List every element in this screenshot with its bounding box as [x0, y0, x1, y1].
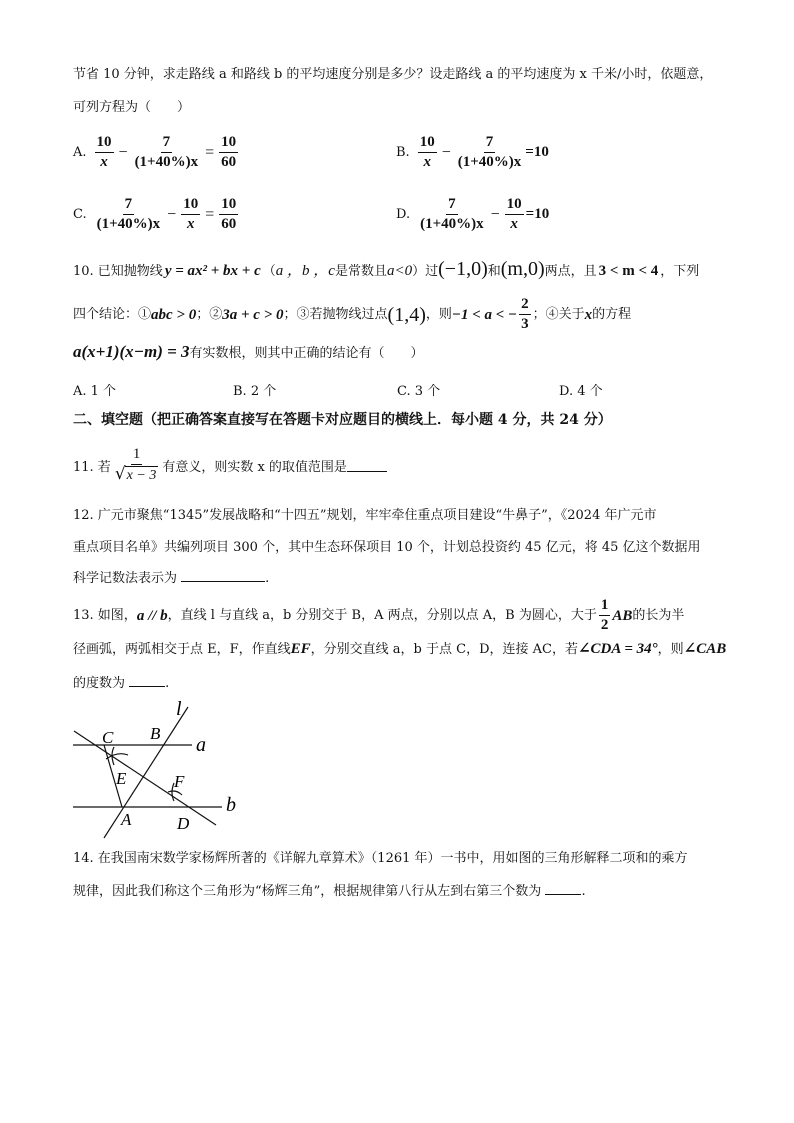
q9-option-c[interactable] [73, 196, 240, 233]
answer-blank[interactable] [181, 568, 265, 582]
label-b: b [226, 794, 236, 816]
rhs: =10 [525, 206, 550, 222]
section-heading: 二、填空题（把正确答案直接写在答题卡对应题目的横线上．每小题 4 分，共 24 分） [73, 412, 612, 428]
fraction: $\frac{10}{60}$ [221, 134, 237, 170]
q12-line3: 科学记数法表示为 . [73, 568, 269, 588]
fraction: $\frac{7}{(1+40\%)x}$ [134, 134, 199, 170]
q10-line3: a(x+1)(x−m) = 3有实数根，则其中正确的结论有（ ） [73, 342, 424, 361]
q9-option-d[interactable] [396, 196, 549, 233]
operator: − [118, 143, 128, 161]
fraction: $\frac{1}{√x - 3}$ [114, 446, 157, 484]
q10-line2: 四个结论：① abc > 0 ；② 3a + c > 0 ；③若抛物线过点 (1,4) ，则 −1 < a < − $\frac{2}{3}$ ；④关于 x 的方程 [73, 296, 632, 332]
operator: = [205, 205, 215, 223]
rhs: =10 [525, 144, 549, 160]
arc-e2 [112, 747, 114, 765]
q14-line1: 14. 在我国南宋数学家杨辉所著的《详解九章算术》（1261 年）一书中，用如图的三角形解释二项和的乘方 [73, 851, 688, 866]
label-c: C [102, 728, 114, 747]
label-e: E [116, 769, 127, 788]
label-a: a [196, 734, 206, 756]
label-d: D [177, 814, 190, 833]
q12-line2: 重点项目名单》共编列项目 300 个，其中生态环保项目 10 个，计划总投资约 45 亿元，将 45 亿这个数据用 [73, 540, 701, 555]
fraction: $\frac{10}{x}$ [183, 196, 199, 232]
q14-line2: 规律，因此我们称这个三角形为“杨辉三角”，根据规律第八行从左到右第三个数为 . [73, 881, 586, 901]
fraction: $\frac{1}{2}$ [600, 597, 609, 633]
answer-blank[interactable] [129, 673, 165, 687]
q12-line1: 12. 广元市聚焦“1345”发展战略和“十四五”规划，牢牢牵住重点项目建设“牛鼻子”，《2024 年广元市 [73, 508, 657, 523]
q10-option-b[interactable]: B. 2 个 [233, 384, 277, 399]
option-label: C. [73, 207, 87, 222]
q9-option-a[interactable] [73, 134, 240, 171]
fraction: $\frac{7}{(1+40\%)x}$ [420, 196, 484, 232]
fraction: $\frac{2}{3}$ [521, 296, 529, 332]
label-l: l [176, 698, 182, 720]
option-label: D. [396, 207, 411, 222]
option-label: B. [396, 145, 410, 160]
answer-blank[interactable] [347, 458, 387, 472]
fraction: $\frac{7}{(1+40\%)x}$ [457, 134, 522, 170]
label-bpt: B [150, 724, 161, 743]
q10-option-c[interactable]: C. 3 个 [397, 384, 441, 399]
q13-line3: 的度数为 . [73, 673, 169, 693]
operator: − [167, 205, 177, 223]
label-apt: A [121, 810, 132, 829]
q13-line2: 径画弧，两弧相交于点 E，F，作直线EF，分别交直线 a，b 于点 C，D，连接 AC，若∠CDA = 34°，则∠CAB [73, 641, 727, 657]
q9-stem-line1: 节省 10 分钟，求走路线 a 和路线 b 的平均速度分别是多少？设走路线 a 的平均速度为 x 千米/小时，依题意， [73, 67, 713, 82]
label-f: F [174, 772, 185, 791]
q10-option-d[interactable]: D. 4 个 [559, 384, 603, 399]
fraction: $\frac{10}{60}$ [221, 196, 237, 232]
option-label: A. [73, 145, 87, 160]
fraction: $\frac{10}{x}$ [506, 196, 522, 232]
q9-option-b[interactable] [396, 134, 549, 171]
q11: 11. 若 $\frac{1}{√x - 3}$ 有意义，则实数 x 的取值范围是 [73, 446, 387, 484]
fraction: $\frac{7}{(1+40\%)x}$ [96, 196, 161, 232]
fraction: $\frac{10}{x}$ [419, 134, 435, 170]
geometry-figure [70, 697, 250, 842]
q10-line1: 10. 已知抛物线 y = ax² + bx + c （a ，b ，c是常数且a<0）过(−1,0)和(m,0)两点，且 3 < m < 4 ，下列 [73, 258, 700, 280]
operator: − [441, 143, 451, 161]
answer-blank[interactable] [545, 881, 581, 895]
q10-option-a[interactable]: A. 1 个 [73, 384, 117, 399]
operator: − [490, 205, 500, 223]
q13-line1: 13. 如图， a // b ，直线 l 与直线 a，b 分别交于 B，A 两点，分别以点 A，B 为圆心，大于 $\frac{1}{2}$ AB 的长为半 [73, 597, 685, 633]
q9-stem-line2: 可列方程为（ ） [73, 100, 191, 115]
operator: = [205, 143, 215, 161]
fraction: $\frac{10}{x}$ [96, 134, 112, 170]
